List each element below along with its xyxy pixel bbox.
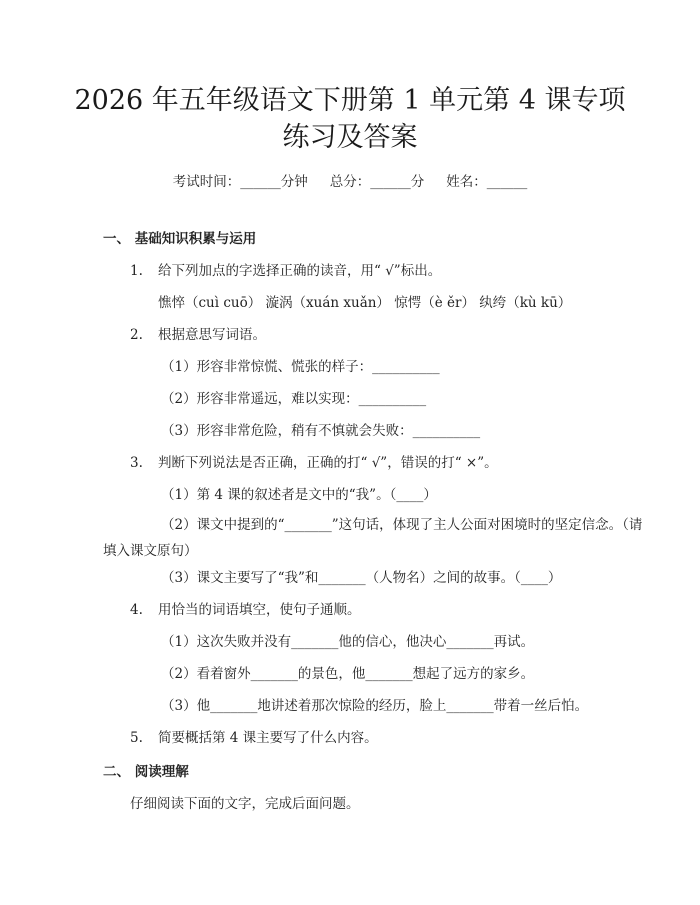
q5-text: 简要概括第 4 课主要写了什么内容。 — [158, 730, 378, 746]
q4-sub3: （3）他_______地讲述着那次惊险的经历，脸上_______带着一丝后怕。 — [161, 698, 589, 714]
q3-sub1: （1）第 4 课的叙述者是文中的“我”。（____） — [161, 487, 437, 503]
exam-time: 考试时间：______分钟 — [172, 174, 308, 190]
q4-sub1: （1）这次失败并没有_______他的信心，他决心_______再试。 — [161, 634, 535, 650]
q1-text: 给下列加点的字选择正确的读音，用“ √”标出。 — [158, 263, 442, 279]
section-2-heading: 二、 阅读理解 — [103, 764, 189, 780]
q2-sub1: （1）形容非常惊慌、慌张的样子：__________ — [161, 359, 440, 375]
q2-sub2: （2）形容非常遥远，难以实现：__________ — [161, 391, 427, 407]
exam-score: 总分：______分 — [329, 174, 425, 190]
q2-sub3: （3）形容非常危险，稍有不慎就会失败：__________ — [161, 423, 481, 439]
q4-text: 用恰当的词语填空，使句子通顺。 — [158, 602, 361, 618]
q3-text: 判断下列说法是否正确，正确的打“ √”，错误的打“ ×”。 — [158, 455, 498, 471]
q4-sub2: （2）看着窗外_______的景色，他_______想起了远方的家乡。 — [161, 666, 535, 682]
exam-meta — [0, 170, 700, 190]
q3-number: 3. — [130, 455, 143, 471]
q4-number: 4. — [130, 602, 143, 618]
section-2-intro: 仔细阅读下面的文字，完成后面问题。 — [130, 796, 360, 812]
exam-name: 姓名：______ — [446, 174, 528, 190]
q1-number: 1. — [130, 263, 143, 279]
q2-text: 根据意思写词语。 — [158, 327, 266, 343]
q3-sub2: （2）课文中提到的“_______”这句话，体现了主人公面对困境时的坚定信念。（请填入课文原句） — [103, 517, 643, 559]
q5-number: 5. — [130, 730, 143, 746]
doc-title-line1: 2026 年五年级语文下册第 1 单元第 4 课专项 — [74, 85, 626, 116]
section-1-heading: 一、 基础知识积累与运用 — [103, 231, 257, 247]
doc-title-line2: 练习及答案 — [282, 122, 418, 153]
q2-number: 2. — [130, 327, 143, 343]
q3-sub3: （3）课文主要写了“我”和_______（人物名）之间的故事。（____） — [161, 570, 562, 586]
q1-items: 憔悴（cuì cuō） 漩涡（xuán xuǎn） 惊愕（è ěr） 纨绔（kù kū） — [158, 295, 572, 311]
